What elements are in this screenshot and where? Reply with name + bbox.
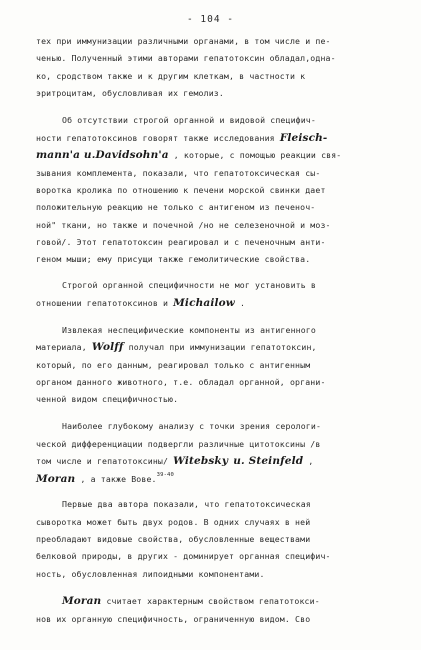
typed-text: Извлекая неспецифические компоненты из антигенного (62, 325, 316, 335)
text-line (36, 394, 178, 405)
text-line (36, 254, 310, 265)
text-line (36, 133, 327, 144)
text-line (36, 53, 336, 64)
text-line (36, 36, 331, 47)
typed-text: ность, обусловленная липоидными компонентами. (36, 569, 265, 579)
typed-text: получал при иммунизации гепатотоксин, (123, 342, 317, 352)
typed-text: Первые два автора показали, что гепатотоксическая (62, 499, 311, 509)
text-line (62, 596, 320, 607)
handwritten-author-name: Wolff (91, 341, 124, 353)
text-line (36, 474, 174, 487)
typed-text: материала, (36, 342, 92, 352)
typed-text: который, по его данным, реагировал только с антигенным (36, 360, 311, 370)
typed-text: считает характерным свойством гепатотокси- (101, 596, 320, 606)
typed-text: органом данного животного, т.е. обладал органной, органи- (36, 377, 326, 387)
typed-text: ческой дифференциации подвергли различные цитотоксины /в (36, 439, 321, 449)
text-line (36, 551, 331, 562)
text-line (36, 517, 310, 528)
handwritten-author-name: Michailow (173, 297, 235, 309)
handwritten-author-name: mann'a u.Davidsohn'a (36, 149, 169, 161)
text-line (62, 280, 316, 291)
handwritten-author-name: Witebsky (173, 455, 229, 467)
typed-text: отношении гепатотоксинов и (36, 298, 174, 308)
text-line (36, 150, 341, 161)
typed-text: тех при иммунизации различными органами, в том числе и пе- (36, 36, 331, 46)
text-line (36, 298, 245, 309)
typed-text: нов их органную специфичность, ограниченную видом. Сво (36, 614, 311, 624)
typed-text: . (234, 298, 246, 308)
text-line (62, 499, 311, 510)
handwritten-author-name: Moran (36, 473, 76, 485)
typed-text: эритроцитам, обусловливая их гемолиз. (36, 88, 224, 98)
typed-text: , а также Вове. (75, 474, 157, 484)
typed-text: преобладают видовые свойства, обусловленные веществами (36, 534, 311, 544)
typed-text: Наиболее глубокому анализу с точки зрения серологи- (62, 421, 322, 431)
typed-text: сыворотка может быть двух родов. В одних случаях в ней (36, 517, 311, 527)
typed-text: ченной видом специфичностью. (36, 394, 179, 404)
text-line (62, 325, 316, 336)
typed-text: геном мыши; ему присущи также гемолитические свойства. (36, 254, 311, 264)
typed-text: ной" ткани, но также и почечной /но не селезеночной и моз- (36, 220, 331, 230)
reference-superscript: 39-40 (156, 472, 174, 478)
handwritten-author-name: Moran (62, 595, 102, 607)
text-line (36, 185, 326, 196)
text-line (36, 360, 310, 371)
text-line (36, 614, 310, 625)
typed-text: Строгой органной специфичности не мог установить в (62, 280, 316, 290)
typed-text: Об отсутствии строгой органной и видовой специфич- (62, 115, 316, 125)
text-line (36, 456, 313, 467)
page-number: - 104 - (186, 14, 235, 25)
typed-text: ченью. Полученный этими авторами гепатотоксин обладал,одна- (36, 53, 336, 63)
text-line (36, 377, 326, 388)
text-line (36, 168, 320, 179)
text-line (36, 439, 320, 450)
typed-text: зывания комплемента, показали, что гепатотоксическая сы- (36, 168, 321, 178)
typed-text: воротка кролика по отношению к печени морской свинки дает (36, 185, 326, 195)
typed-text: , которые, с помощью реакции свя- (168, 150, 342, 160)
text-line (36, 569, 265, 580)
text-line (36, 202, 315, 213)
text-line (62, 421, 321, 432)
typed-text: говой/. Этот гепатотоксин реагировал и с печеночным анти- (36, 237, 326, 247)
typed-text: ко, сродством также и к другим клеткам, в частности к (36, 71, 306, 81)
typed-text: , (303, 456, 314, 466)
typed-text: белковой природы, в других - доминирует органная специфич- (36, 551, 331, 561)
text-line (36, 342, 317, 353)
text-line (36, 71, 305, 82)
typed-text: ности гепатотоксинов говорят также исследования (36, 133, 280, 143)
text-line (36, 88, 224, 99)
text-line (62, 115, 316, 126)
text-line (36, 534, 310, 545)
typed-text: том числе и гепатотоксины/ (36, 456, 174, 466)
handwritten-author-name: Fleisch- (279, 132, 328, 144)
text-line (36, 237, 326, 248)
text-line (36, 220, 331, 231)
handwritten-author-name: u. Steinfeld (233, 455, 304, 467)
typed-text: положительную реакцию не только с антигеном из печеноч- (36, 202, 316, 212)
